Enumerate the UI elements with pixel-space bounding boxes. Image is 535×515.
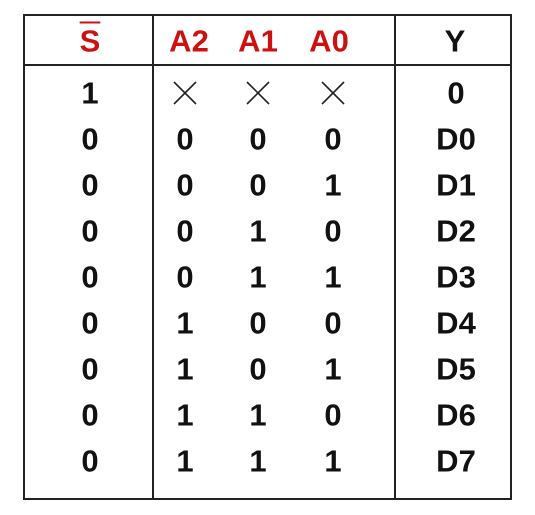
cell-s: 0: [81, 259, 99, 295]
cell-s: 0: [81, 167, 99, 203]
cell-a1: 0: [249, 351, 267, 387]
header-a1: A1: [238, 23, 278, 59]
cell-a2: 1: [176, 397, 194, 433]
cell-a1: 1: [249, 259, 267, 295]
cell-a1: 1: [249, 443, 267, 479]
column-divider-left: [152, 14, 154, 500]
cell-a0: 1: [324, 167, 342, 203]
dont-care-x-icon: [318, 78, 348, 108]
header-a2: A2: [169, 23, 209, 59]
cell-s: 0: [81, 305, 99, 341]
cell-a2: 0: [176, 259, 194, 295]
cell-a1: 1: [249, 213, 267, 249]
cell-a2: 1: [176, 351, 194, 387]
header-s-bar: $\overline{S}$: [79, 23, 101, 59]
cell-a2: 1: [176, 305, 194, 341]
cell-s: 0: [81, 213, 99, 249]
cell-a0: 0: [324, 121, 342, 157]
cell-a1: 0: [249, 305, 267, 341]
cell-a2: 0: [176, 167, 194, 203]
cell-s: 0: [81, 351, 99, 387]
cell-a0: 1: [324, 351, 342, 387]
cell-a1: 1: [249, 397, 267, 433]
cell-y: D5: [436, 351, 476, 387]
header-a0: A0: [309, 23, 349, 59]
cell-a2: 0: [176, 121, 194, 157]
cell-a2: 0: [176, 213, 194, 249]
cell-s: 1: [81, 75, 99, 111]
cell-y: D6: [436, 397, 476, 433]
header-divider: [23, 64, 512, 66]
cell-y: D3: [436, 259, 476, 295]
cell-s: 0: [81, 121, 99, 157]
cell-a0: 1: [324, 259, 342, 295]
cell-a0: 0: [324, 213, 342, 249]
cell-y: D1: [436, 167, 476, 203]
cell-a2: 1: [176, 443, 194, 479]
dont-care-x-icon: [170, 78, 200, 108]
cell-y: D2: [436, 213, 476, 249]
dont-care-x-icon: [243, 78, 273, 108]
column-divider-right: [394, 14, 396, 500]
cell-y: D0: [436, 121, 476, 157]
cell-a0: 1: [324, 443, 342, 479]
cell-a1: 0: [249, 121, 267, 157]
cell-y: 0: [447, 75, 465, 111]
cell-s: 0: [81, 397, 99, 433]
cell-a0: 0: [324, 397, 342, 433]
cell-y: D7: [436, 443, 476, 479]
cell-y: D4: [436, 305, 476, 341]
cell-s: 0: [81, 443, 99, 479]
cell-a0: 0: [324, 305, 342, 341]
header-y: Y: [444, 23, 466, 59]
cell-a1: 0: [249, 167, 267, 203]
